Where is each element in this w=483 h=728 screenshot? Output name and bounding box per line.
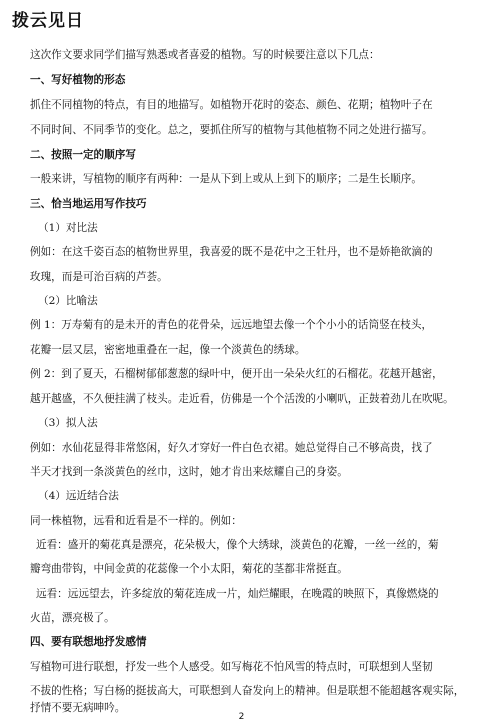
section-1-line: 不同时间、不同季节的变化。总之，要抓住所写的植物与其他植物不同之处进行描写。 [30,124,433,136]
section-1-line: 抓住不同植物的特点，有目的地描写。如植物开花时的姿态、颜色、花期；植物叶子在 [30,99,433,111]
section-2-line: 一般来讲，写植物的顺序有两种：一是从下到上或从上到下的顺序；二是生长顺序。 [30,173,422,185]
metaphor-example-line: 例 1：万寿菊有的是未开的青色的花骨朵，远远地望去像一个个小小的话筒竖在枝头， [30,319,433,331]
distance-example-line: 瓣弯曲带钩，中间金黄的花蕊像一个小太阳，菊花的茎都非常挺直。 [30,563,348,575]
section-4-heading: 四、要有联想地抒发感情 [30,636,147,648]
section-4-line: 不拔的性格；写白杨的挺拔高大，可联想到人奋发向上的精神。但是联想不能超越客观实际， [30,685,465,697]
subsection-label-personification: （3）拟人法 [38,417,98,429]
section-4-line: 写植物可进行联想，抒发一些个人感受。如写梅花不怕风雪的特点时，可联想到人坚韧 [30,661,433,673]
contrast-example-line: 玫瑰，而是可治百病的芦荟。 [30,271,168,283]
contrast-example-line: 例如：在这千姿百态的植物世界里，我喜爱的既不是花中之王牡丹，也不是娇艳欲滴的 [30,246,433,258]
section-1-heading: 一、写好植物的形态 [30,74,126,86]
section-4-line: 抒情不要无病呻吟。 [30,702,126,714]
section-2-heading: 二、按照一定的顺序写 [30,149,136,161]
subsection-label-distance: （4）远近结合法 [38,490,119,502]
intro-paragraph: 这次作文要求同学们描写熟悉或者喜爱的植物。写的时候要注意以下几点： [30,49,380,61]
personification-example-line: 例如：水仙花显得非常悠闲，好久才穿好一件白色衣裙。她总觉得自己不够高贵，找了 [30,442,433,454]
subsection-label-contrast: （1）对比法 [38,222,98,234]
distance-example-line: 火苗，漂亮极了。 [30,612,115,624]
subsection-label-metaphor: （2）比喻法 [38,295,98,307]
page-number: 2 [238,712,245,722]
metaphor-example-line: 花瓣一层又层，密密地重叠在一起，像一个淡黄色的绣球。 [30,344,306,356]
metaphor-example-line: 越开越盛，不久便挂满了枝头。走近看，仿佛是一个个活泼的小喇叭，正鼓着劲儿在吹呢。 [30,393,454,405]
distance-example-line: 远看：远远望去，许多绽放的菊花连成一片，灿烂耀眼，在晚霞的映照下，真像燃烧的 [36,588,439,600]
personification-example-line: 半天才找到一条淡黄色的丝巾，这时，她才肯出来炫耀自己的身姿。 [30,466,348,478]
distance-example-line: 近看：盛开的菊花真是漂亮，花朵极大，像个大绣球，淡黄色的花瓣，一丝一丝的，菊 [36,539,439,551]
page-title: 拨云见日 [12,11,84,31]
metaphor-example-line: 例 2：到了夏天，石榴树郁郁葱葱的绿叶中，便开出一朵朵火红的石榴花。花越开越密， [30,368,443,380]
section-3-heading: 三、恰当地运用写作技巧 [30,198,147,210]
distance-example-line: 同一株植物，远看和近看是不一样的。例如： [30,515,242,527]
